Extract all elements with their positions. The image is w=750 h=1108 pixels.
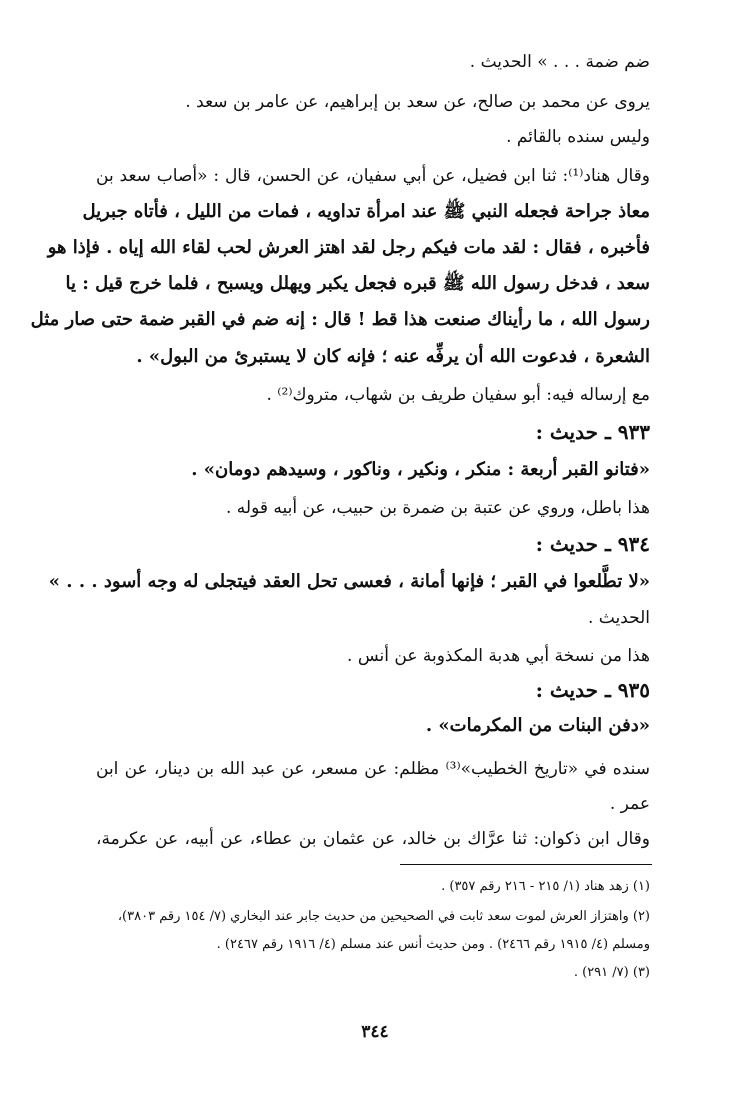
hadith-text-line: «دفن البنات من المكرمات» . bbox=[425, 715, 650, 736]
hadith-heading: ٩٣٣ ـ حديث : bbox=[535, 420, 650, 444]
footnote: ومسلم (٤/ ١٩١٥ رقم ٢٤٦٦) . ومن حديث أنس عند مسلم (٤/ ١٩١٦ رقم ٢٤٦٧) . bbox=[216, 937, 650, 952]
text-line: هذا من نسخة أبي هدبة المكذوبة عن أنس . bbox=[347, 646, 650, 666]
footnote: (٣) (٧/ ٢٩١) . bbox=[573, 965, 650, 980]
footnote: (٢) واهتزاز العرش لموت سعد ثابت في الصحيحين من حديث جابر عند البخاري (٧/ ١٥٤ رقم ٣٨٠٣)، bbox=[117, 909, 650, 924]
text-line: هذا باطل، وروي عن عتبة بن ضمرة بن حبيب، عن أبيه قوله . bbox=[225, 498, 650, 518]
hadith-text-line: فأخبره ، فقال : لقد مات فيكم رجل لقد اهتز العرش لحب لقاء الله إياه . فإذا هو bbox=[47, 237, 650, 258]
hadith-text-line: معاذ جراحة فجعله النبي ﷺ عند امرأة تداويه ، فمات من الليل ، فأتاه جبريل bbox=[82, 201, 650, 222]
text-line: وليس سنده بالقائم . bbox=[506, 127, 650, 147]
hadith-text-line: «لا تطَّلعوا في القبر ؛ فإنها أمانة ، فعسى تحل العقد فيتجلى له وجه أسود . . . » bbox=[48, 571, 650, 592]
text-line: عمر . bbox=[609, 794, 650, 814]
text-line: يروى عن محمد بن صالح، عن سعد بن إبراهيم، عن عامر بن سعد . bbox=[185, 92, 650, 112]
hadith-heading: ٩٣٥ ـ حديث : bbox=[535, 678, 650, 702]
footnote: (١) زهد هناد (١/ ٢١٥ - ٢١٦ رقم ٣٥٧) . bbox=[441, 879, 650, 894]
text-line: مع إرساله فيه: أبو سفيان طريف بن شهاب، متروك⁽²⁾ . bbox=[266, 385, 650, 405]
text-line: الحديث . bbox=[587, 608, 650, 628]
text-line: وقال ابن ذكوان: ثنا عرَّاك بن خالد، عن عثمان بن عطاء، عن أبيه، عن عكرمة، bbox=[96, 829, 650, 849]
hadith-text-line: سعد ، فدخل رسول الله ﷺ قبره فجعل يكبر ويهلل ويسبح ، فلما خرج قيل : يا bbox=[65, 273, 650, 294]
hadith-text-line: رسول الله ، ما رأيناك صنعت هذا قط ! قال : إنه ضم في القبر ضمة حتى صار مثل bbox=[30, 309, 650, 330]
text-line: وقال هناد⁽¹⁾: ثنا ابن فضيل، عن أبي سفيان، عن الحسن، قال : «أصاب سعد بن bbox=[96, 166, 650, 186]
text-line: ضم ضمة . . . » الحديث . bbox=[469, 52, 650, 72]
hadith-text-line: «فتانو القبر أربعة : منكر ، ونكير ، وناكور ، وسيدهم دومان» . bbox=[191, 459, 650, 480]
text-line: سنده في «تاريخ الخطيب»⁽³⁾ مظلم: عن مسعر، عن عبد الله بن دينار، عن ابن bbox=[96, 759, 650, 779]
page-number: ٣٤٤ bbox=[361, 1022, 389, 1042]
footnote-divider bbox=[400, 864, 652, 865]
hadith-heading: ٩٣٤ ـ حديث : bbox=[535, 532, 650, 556]
hadith-text-line: الشعرة ، فدعوت الله أن يرفِّه عنه ؛ فإنه كان لا يستبرئ من البول» . bbox=[136, 346, 650, 367]
